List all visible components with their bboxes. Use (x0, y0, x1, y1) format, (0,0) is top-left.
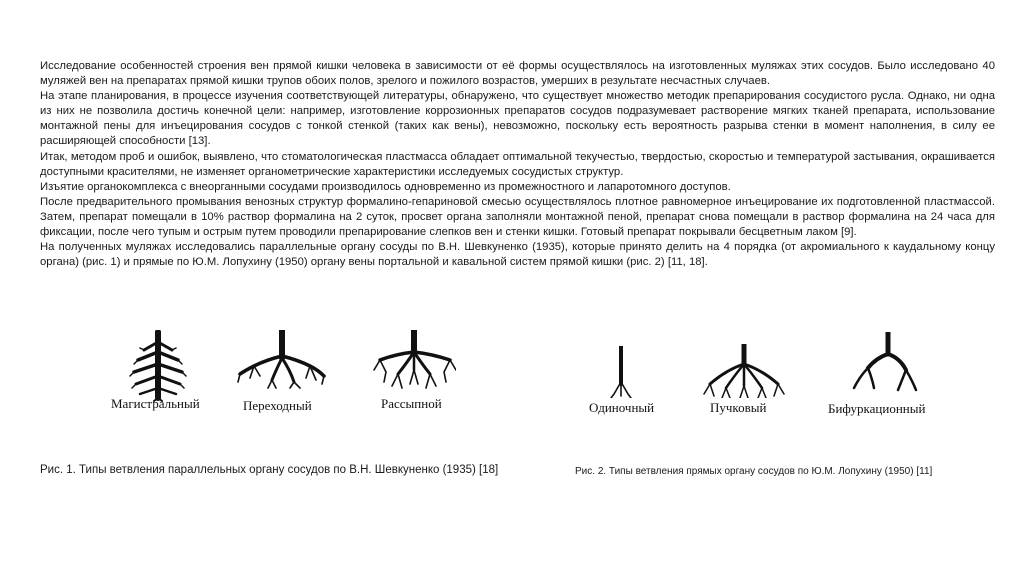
paragraph-2: На этапе планирования, в процессе изучения соответствующей литературы, обнаружено, что существует множество методик препарирования сосудистого русла. Однако, ни одна из них не позволила достичь конечной цели: например, изготовление коррозионных препаратов сосудов подразумевает растворение мягких тканей препарата, использование монтажной пены для инъецирования сосудов с тонкой стенкой (таких как вены), невозможно, поскольку есть вероятность разрыва стенки в момент наполнения, в силу ее расширяющей способности [13]. (40, 90, 995, 148)
vessel-bifurcation-drawing (848, 332, 922, 392)
vessel-bundle-drawing (702, 344, 786, 398)
figure2-caption: Рис. 2. Типы ветвления прямых органу сосудов по Ю.М. Лопухину (1950) [11] (575, 466, 933, 477)
paragraph-4: Изъятие органокомплекса с внеорганными сосудами производилось одновременно из промежностного и лапаротомного доступов. (40, 180, 731, 193)
label-odinochny: Одиночный (589, 400, 655, 415)
paragraph-1: Исследование особенностей строения вен прямой кишки человека в зависимости от её формы осуществлялось на изготовленных муляжах этих сосудов. Было исследовано 40 муляжей вен на препаратах прямой кишки трупов обоих полов, зрелого и пожилого возрастов, умерших в результате несчастных случаев. (40, 60, 995, 88)
vessel-single-drawing (606, 346, 636, 398)
label-magistralny: Магистральный (111, 396, 200, 411)
paragraph-3: Итак, методом проб и ошибок, выявлено, что стоматологическая пластмасса обладает оптимальной текучестью, твердостью, скоростью и температурой застывания, окрашивается доступными красителями, не изменяет органометрические характеристики исследуемых сосудистых структур. (40, 150, 995, 178)
label-bifurkacionny: Бифуркационный (828, 401, 926, 416)
vessel-main-trunk-drawing (126, 330, 190, 402)
label-perehodny: Переходный (243, 398, 312, 413)
vessel-transitional-drawing (236, 330, 326, 390)
paragraph-6: На полученных муляжах исследовались параллельные органу сосуды по В.Н. Шевкуненко (1935), которые принято делить на 4 порядка (от акромиального к каудальному концу органа) (рис. 1) и прямые по Ю.М. Лопухину (1950) органу вены портальной и кавальной систем прямой кишки (рис. 2) [11, 18]. (40, 241, 995, 269)
paragraph-5: После предварительного промывания венозных структур формалино-гепариновой смесью осуществлялось плотное равномерное инъецирование их подготовленной пластмассой. Затем, препарат помещали в 10% раствор формалина на 2 суток, просвет органа заполняли монтажной пеной, препарат снова помещали в раствор формалина на 24 часа для фиксации, после чего тупым и острым путем проводили препарирование слепков вен и стенки кишки. Готовый препарат покрывали бесцветным лаком [9]. (40, 195, 995, 239)
figure1-caption: Рис. 1. Типы ветвления параллельных органу сосудов по В.Н. Шевкуненко (1935) [18] (40, 464, 499, 476)
label-rassypnoy: Рассыпной (381, 396, 442, 411)
vessel-scattered-drawing (372, 330, 456, 394)
body-text (40, 59, 995, 270)
label-puchkovy: Пучковый (710, 400, 767, 415)
